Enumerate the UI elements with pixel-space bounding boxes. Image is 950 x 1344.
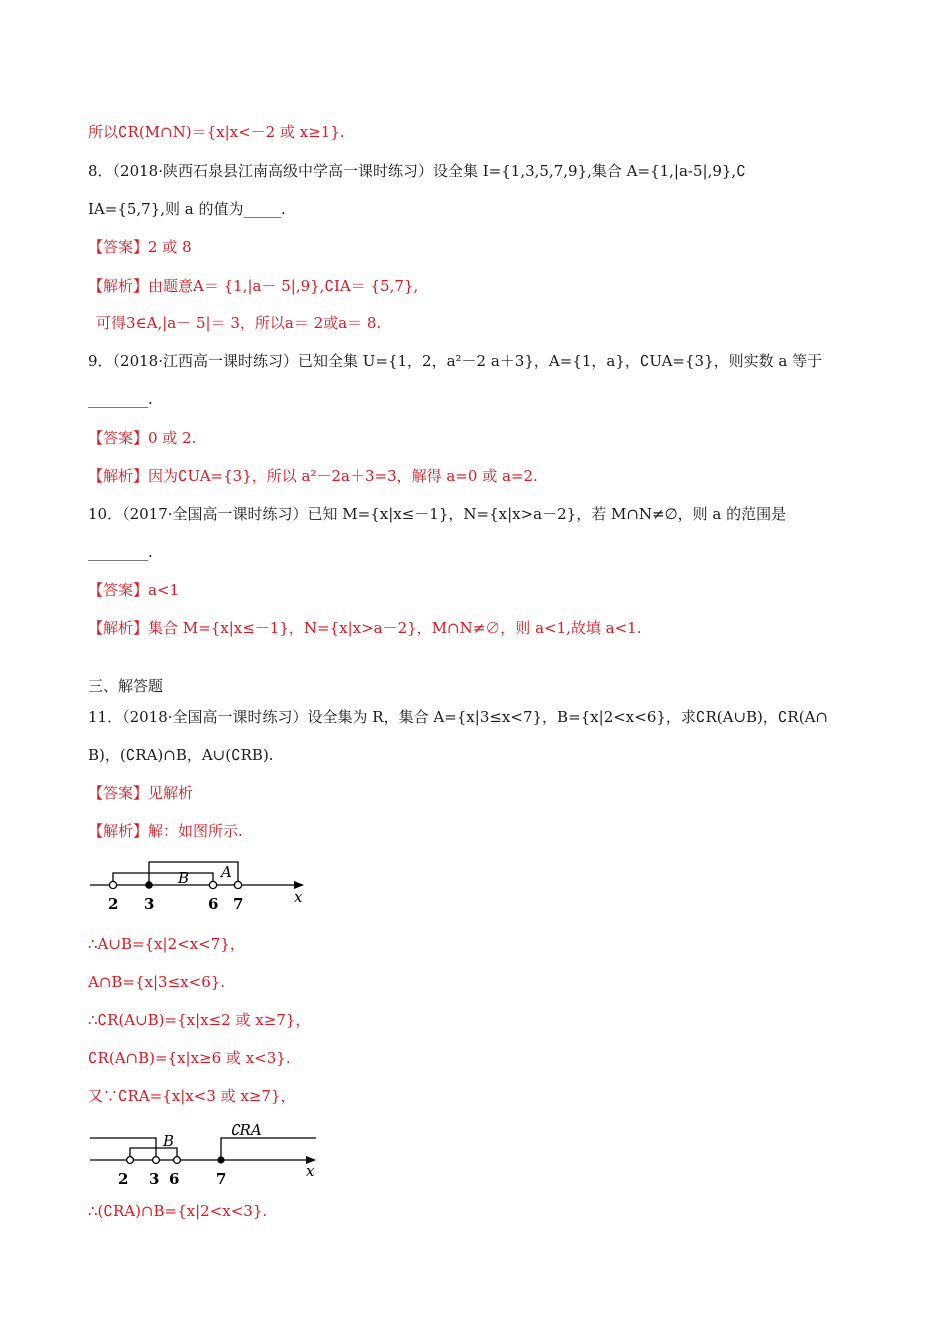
q9-stem: 9．（2018·江西高一课时练习）已知全集 U={1，2，a²－2 a＋3}，A={1，a}，∁UA={3}，则实数 a 等于 — [88, 352, 823, 370]
axis-label: x — [306, 1162, 315, 1180]
q11-analysis: 【解析】解：如图所示. — [88, 822, 243, 840]
set-b-label: B — [178, 869, 190, 887]
union-result: ∴A∪B={x|2<x<7}， — [88, 935, 245, 953]
tick-label: 7 — [233, 895, 244, 913]
tick-label: 2 — [108, 895, 119, 913]
tick-label: 7 — [216, 1170, 227, 1188]
final-result: ∴(∁RA)∩B={x|2<x<3}. — [88, 1202, 268, 1220]
q8-analysis: 【解析】由题意A＝ {1,|a－ 5|,9},∁IA＝ {5,7}, — [88, 277, 419, 295]
complement-intersection-result: ∁R(A∩B)={x|x≥6 或 x<3}. — [88, 1049, 291, 1067]
number-line-figure-2 — [86, 1118, 336, 1190]
q10-answer: 【答案】a<1 — [88, 581, 180, 599]
number-line-figure-1 — [86, 852, 326, 918]
set-b-label: B — [163, 1132, 175, 1150]
axis-label: x — [294, 888, 303, 906]
previous-conclusion: 所以∁R(M∩N)＝{x|x<－2 或 x≥1}. — [88, 123, 345, 141]
q8-analysis-cont: 可得3∈A,|a－ 5|＝ 3，所以a＝ 2或a＝ 8. — [96, 314, 382, 332]
tick-label: 2 — [118, 1170, 129, 1188]
q10-stem: 10．（2017·全国高一课时练习）已知 M={x|x≤－1}，N={x|x>a－2}，若 M∩N≠∅，则 a 的范围是 — [88, 505, 787, 523]
section-heading: 三、解答题 — [88, 677, 164, 695]
q11-stem-cont: B)，(∁RA)∩B，A∪(∁RB). — [88, 746, 274, 764]
q11-answer: 【答案】见解析 — [88, 784, 194, 802]
complement-a-result: 又∵∁RA={x|x<3 或 x≥7}， — [88, 1087, 296, 1105]
q8-answer: 【答案】2 或 8 — [88, 238, 192, 256]
intersection-result: A∩B={x|3≤x<6}. — [88, 973, 226, 991]
q10-blank: ________. — [88, 543, 153, 561]
q11-stem: 11．（2018·全国高一课时练习）设全集为 R，集合 A={x|3≤x<7}，B={x|2<x<6}，求∁R(A∪B)，∁R(A∩ — [88, 708, 828, 726]
q9-analysis: 【解析】因为∁UA={3}，所以 a²－2a＋3=3，解得 a=0 或 a=2. — [88, 467, 538, 485]
complement-a-label: ∁RA — [230, 1121, 262, 1139]
tick-label: 6 — [208, 895, 219, 913]
q10-analysis: 【解析】集合 M={x|x≤－1}，N={x|x>a－2}，M∩N≠∅，则 a<1,故填 a<1. — [88, 619, 642, 637]
q9-answer: 【答案】0 或 2. — [88, 429, 197, 447]
set-a-label: A — [221, 863, 232, 881]
tick-label: 6 — [169, 1170, 180, 1188]
tick-label: 3 — [144, 895, 155, 913]
complement-union-result: ∴∁R(A∪B)={x|x≤2 或 x≥7}， — [88, 1011, 311, 1029]
q9-blank: ________. — [88, 390, 153, 408]
tick-label: 3 — [149, 1170, 160, 1188]
q8-stem: 8．（2018·陕西石泉县江南高级中学高一课时练习）设全集 I={1,3,5,7,9},集合 A={1,|a-5|,9},∁ — [88, 162, 746, 180]
q8-stem-cont: IA={5,7},则 a 的值为_____. — [88, 200, 286, 218]
